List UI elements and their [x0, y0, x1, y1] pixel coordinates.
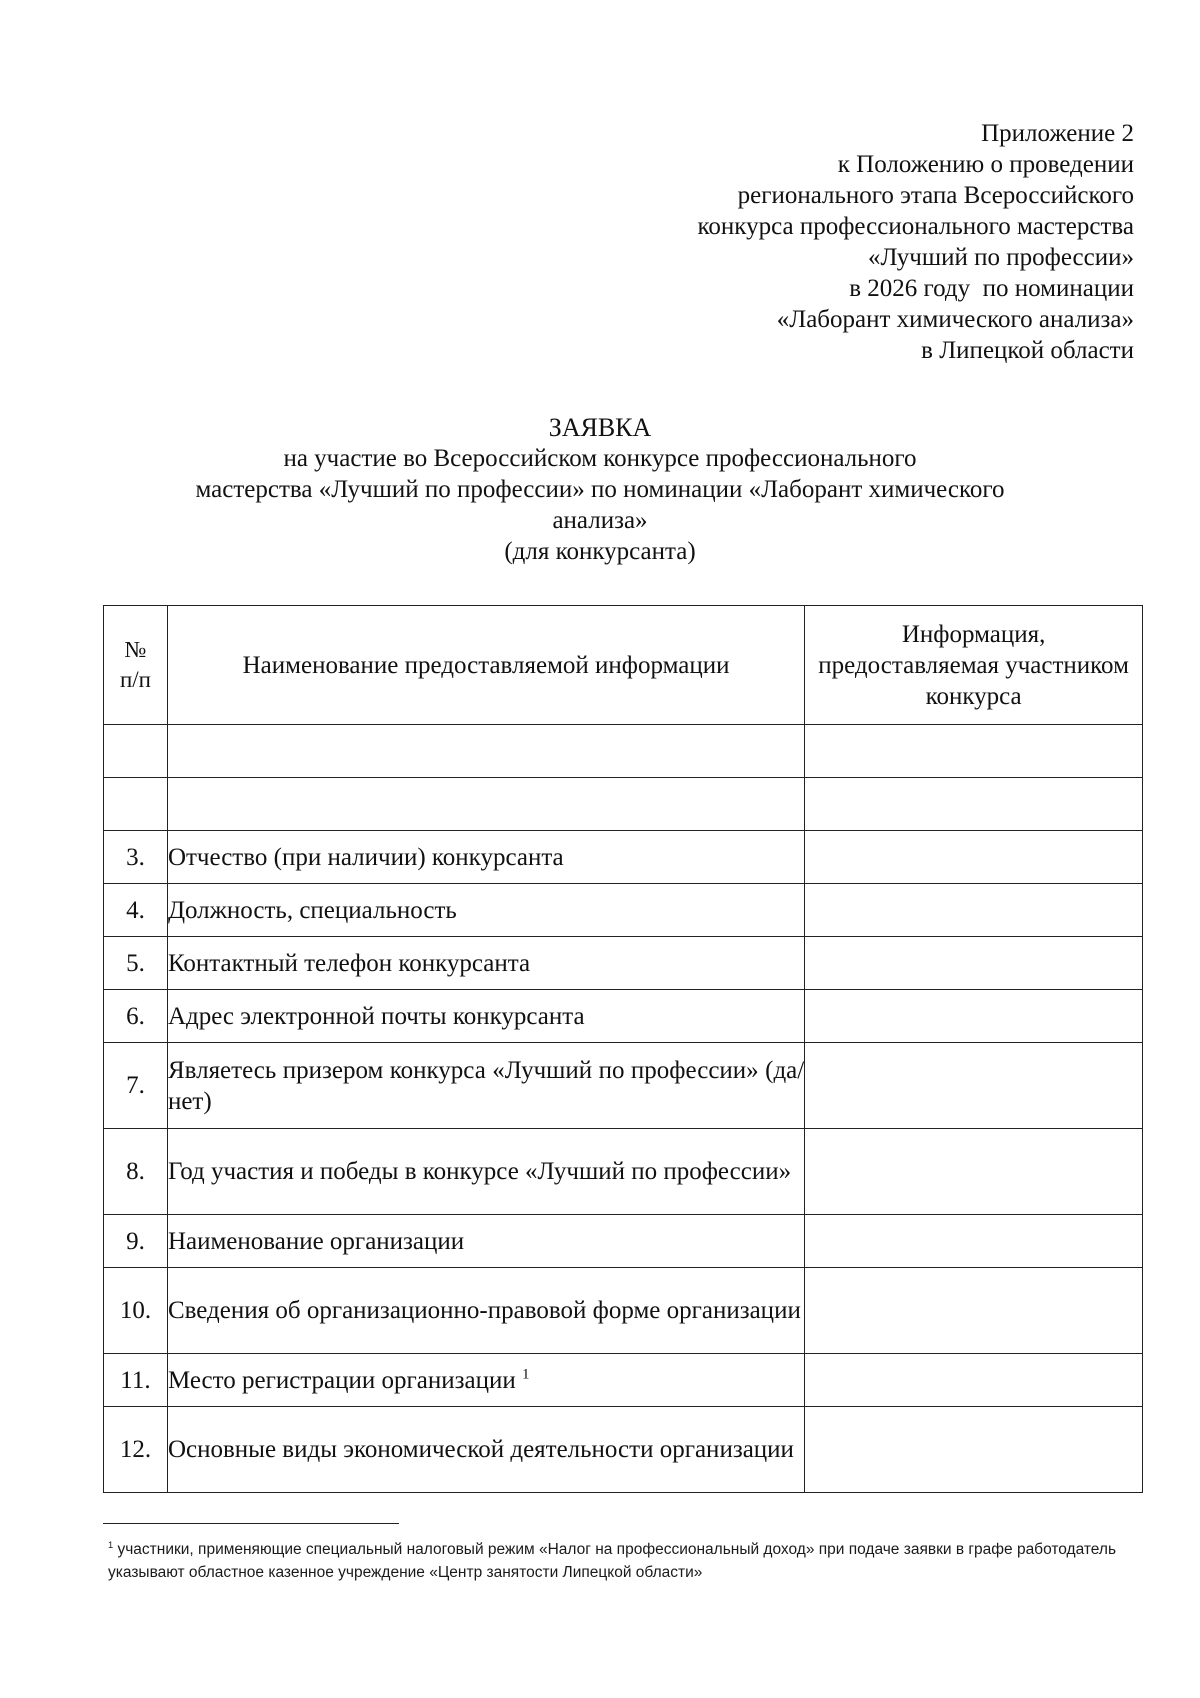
annex-block — [574, 118, 1134, 366]
footnote — [108, 1538, 1140, 1584]
column-header-number — [104, 606, 168, 725]
annex-line: регионального этапа Всероссийского — [737, 182, 1134, 209]
application-title: ЗАЯВКА — [548, 413, 652, 442]
row-value-field[interactable] — [805, 937, 1143, 990]
row-number: 4. — [104, 884, 168, 937]
row-value-field[interactable] — [805, 725, 1143, 778]
annex-line: «Лаборант химического анализа» — [776, 306, 1134, 333]
row-label — [167, 778, 804, 831]
row-number: 9. — [104, 1215, 168, 1268]
row-value-field[interactable] — [805, 1354, 1143, 1407]
annex-line: конкурса профессионального мастерства — [697, 213, 1134, 240]
row-number — [104, 725, 168, 778]
row-value-field[interactable] — [805, 1215, 1143, 1268]
heading-line: на участие во Всероссийском конкурсе профессионального — [283, 445, 917, 472]
annex-line: к Положению о проведении — [837, 151, 1134, 178]
table-row — [104, 937, 1143, 990]
heading-line: анализа» — [552, 507, 648, 534]
row-value-field[interactable] — [805, 884, 1143, 937]
row-number — [104, 778, 168, 831]
column-header-info: Информация, предоставляемая участником конкурса — [805, 606, 1143, 725]
annex-line: в Липецкой области — [921, 337, 1134, 364]
annex-line: «Лучший по профессии» — [867, 244, 1134, 271]
row-value-field[interactable] — [805, 831, 1143, 884]
application-heading — [130, 412, 1070, 567]
table-row — [104, 990, 1143, 1043]
row-label: Основные виды экономической деятельности организации — [167, 1407, 804, 1493]
row-value-field[interactable] — [805, 778, 1143, 831]
heading-line: (для конкурсанта) — [504, 538, 696, 565]
row-label: Адрес электронной почты конкурсанта — [167, 990, 804, 1043]
row-value-field[interactable] — [805, 1129, 1143, 1215]
table-row — [104, 1407, 1143, 1493]
row-value-field[interactable] — [805, 1268, 1143, 1354]
row-label: Отчество (при наличии) конкурсанта — [167, 831, 804, 884]
row-label: Контактный телефон конкурсанта — [167, 937, 804, 990]
table-row — [104, 1215, 1143, 1268]
footnote-mark: 1 — [108, 1539, 114, 1550]
column-header-number-abbr: п/п — [119, 667, 151, 692]
table-row — [104, 884, 1143, 937]
footnote-separator — [103, 1523, 399, 1524]
column-header-name: Наименование предоставляемой информации — [167, 606, 804, 725]
footnote-reference: 1 — [522, 1366, 530, 1383]
table-header-row — [104, 606, 1143, 725]
table-row — [104, 1354, 1143, 1407]
row-label: Должность, специальность — [167, 884, 804, 937]
row-label: Год участия и победы в конкурсе «Лучший по профессии» — [167, 1129, 804, 1215]
row-number: 10. — [104, 1268, 168, 1354]
application-table — [103, 605, 1143, 1493]
row-number: 6. — [104, 990, 168, 1043]
table-row — [104, 831, 1143, 884]
row-label — [167, 725, 804, 778]
annex-line: Приложение 2 — [981, 120, 1134, 147]
table-row — [104, 1129, 1143, 1215]
table-row — [104, 778, 1143, 831]
row-number: 7. — [104, 1043, 168, 1129]
row-label: Наименование организации — [167, 1215, 804, 1268]
row-label: Являетесь призером конкурса «Лучший по профессии» (да/нет) — [167, 1043, 804, 1129]
annex-line: в 2026 году по номинации — [849, 275, 1134, 302]
row-number: 3. — [104, 831, 168, 884]
footnote-text: участники, применяющие специальный налоговый режим «Налог на профессиональный доход» при подаче заявки в графе работодатель указывают областное казенное учреждение «Центр занятости Липецкой области» — [108, 1541, 1117, 1581]
column-header-number-symbol: № — [124, 637, 147, 662]
row-number: 5. — [104, 937, 168, 990]
row-label — [167, 1354, 804, 1407]
heading-line: мастерства «Лучший по профессии» по номинации «Лаборант химического — [195, 476, 1005, 503]
row-value-field[interactable] — [805, 990, 1143, 1043]
row-label: Сведения об организационно-правовой форме организации — [167, 1268, 804, 1354]
table-row — [104, 1043, 1143, 1129]
row-value-field[interactable] — [805, 1043, 1143, 1129]
row-number: 11. — [104, 1354, 168, 1407]
row-value-field[interactable] — [805, 1407, 1143, 1493]
row-number: 8. — [104, 1129, 168, 1215]
row-label-text: Место регистрации организации — [167, 1366, 516, 1394]
table-row — [104, 725, 1143, 778]
table-row — [104, 1268, 1143, 1354]
row-number: 12. — [104, 1407, 168, 1493]
